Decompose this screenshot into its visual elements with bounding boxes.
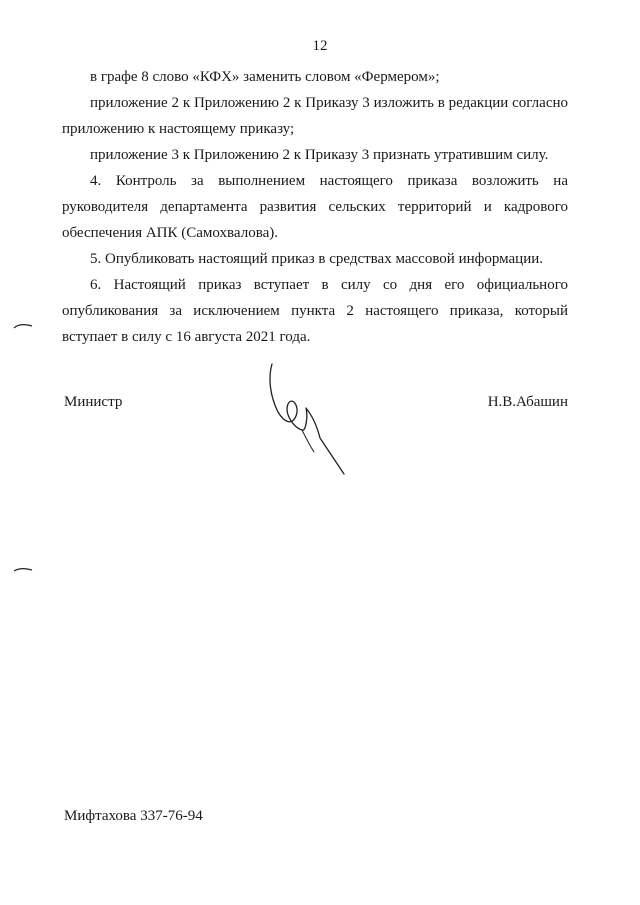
paragraph-6: 6. Настоящий приказ вступает в силу со дня его официального опубликования за исключением пункта 2 настоящего приказа, который вступает в силу с 16 августа 2021 года. xyxy=(62,277,568,345)
paragraph-4: 4. Контроль за выполнением настоящего приказа возложить на руководителя департамента развития сельских территорий и кадрового обеспечения АПК (Самохвалова). xyxy=(62,173,568,241)
signer-name: Н.В.Абашин xyxy=(487,394,568,410)
margin-mark xyxy=(13,322,33,330)
paragraph-2: приложение 2 к Приложению 2 к Приказу 3 изложить в редакции согласно приложению к настоящему приказу; xyxy=(62,95,568,137)
margin-mark xyxy=(13,566,33,574)
paragraph-5: 5. Опубликовать настоящий приказ в средствах массовой информации. xyxy=(90,251,544,267)
document-body xyxy=(62,64,568,350)
page-number: 12 xyxy=(312,38,328,54)
paragraph-1: в графе 8 слово «КФХ» заменить словом «Фермером»; xyxy=(90,69,440,85)
signer-position: Министр xyxy=(64,394,123,410)
executor-contact: Мифтахова 337-76-94 xyxy=(64,808,203,824)
paragraph-3: приложение 3 к Приложению 2 к Приказу 3 признать утратившим силу. xyxy=(90,147,549,163)
handwritten-signature xyxy=(262,356,362,476)
